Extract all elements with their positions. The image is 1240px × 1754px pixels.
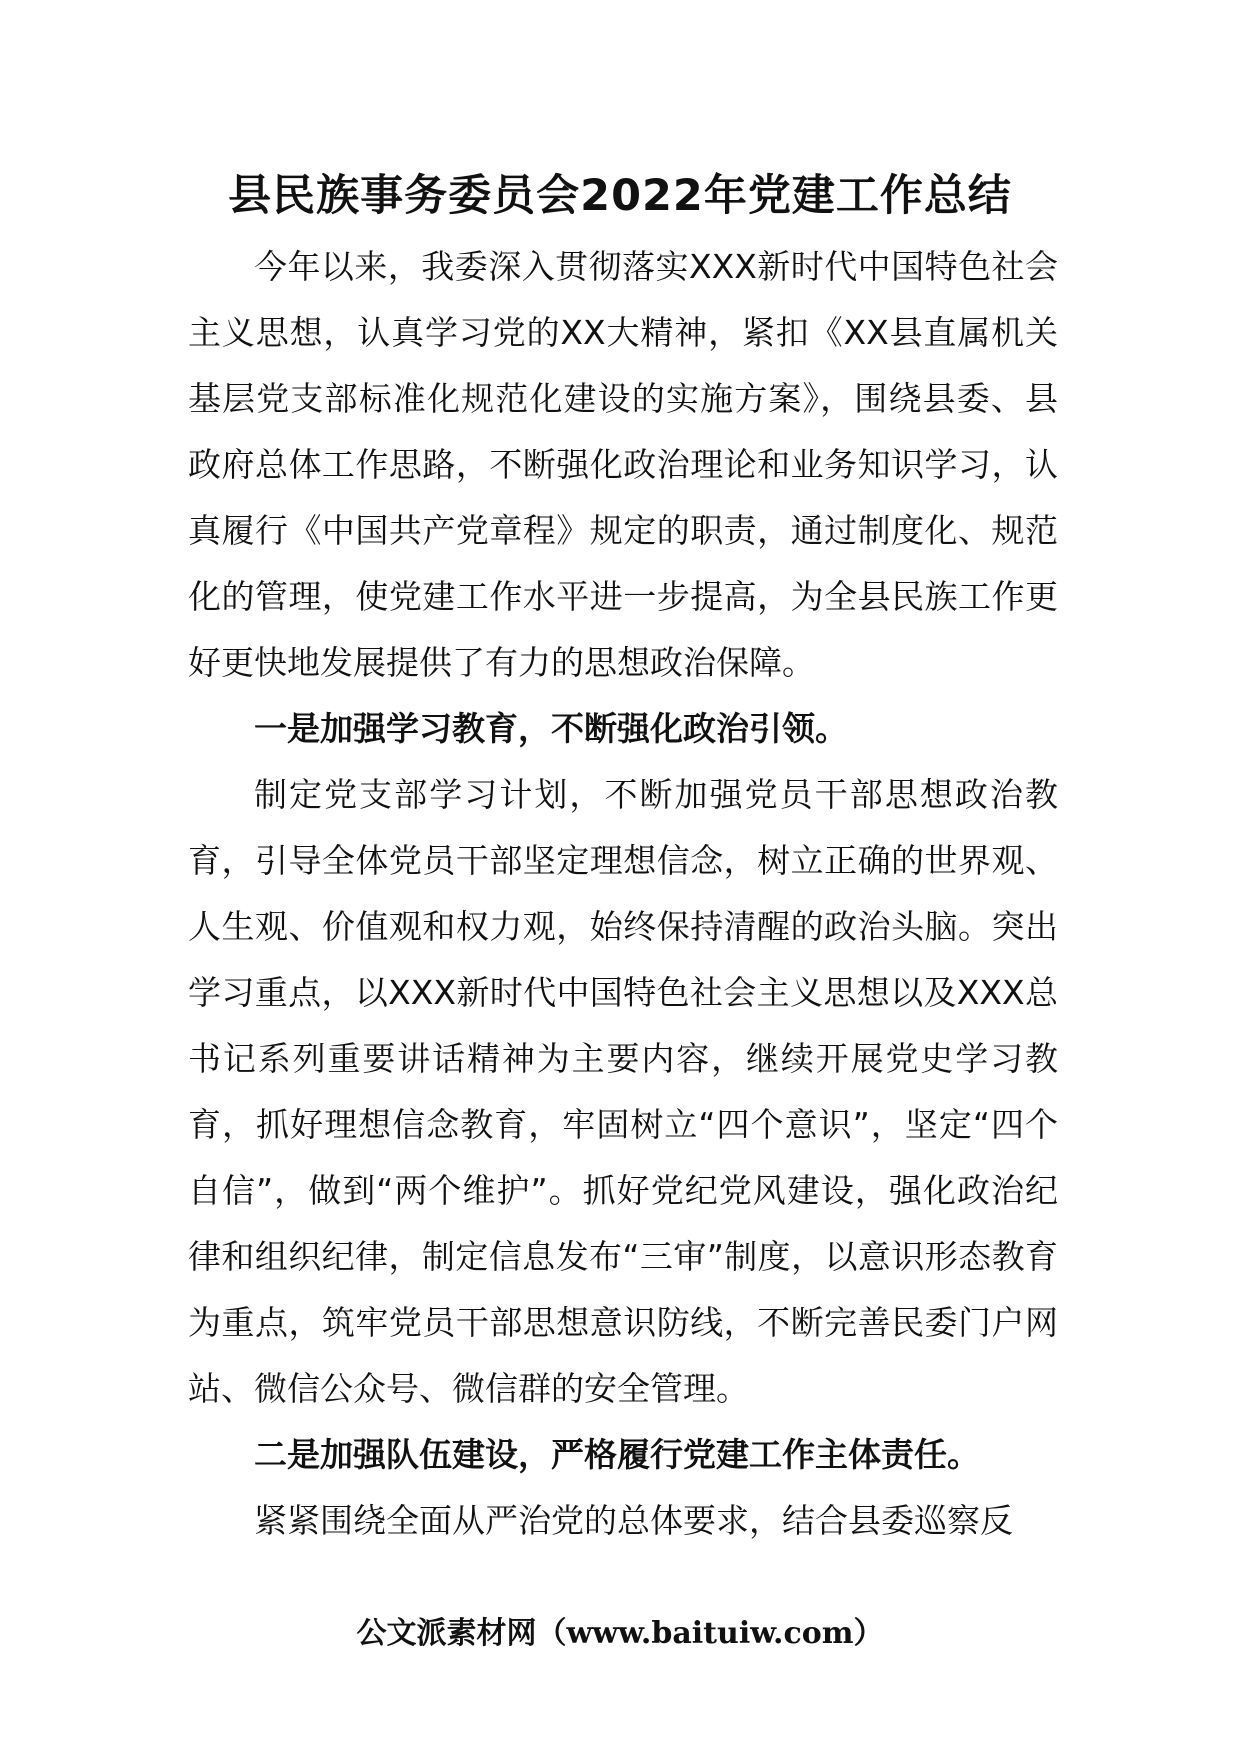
intro-paragraph: 今年以来，我委深入贯彻落实XXX新时代中国特色社会主义思想，认真学习党的XX大精神，紧扣《XX县直属机关基层党支部标准化规范化建设的实施方案》，围绕县委、县政府总体工作思路，不断强化政治理论和业务知识学习，认真履行《中国共产党章程》规定的职责，通过制度化、规范化的管理，使党建工作水平进一步提高，为全县民族工作更好更快地发展提供了有力的思想政治保障。 (188, 247, 1058, 682)
document-title: 县民族事务委员会2022年党建工作总结 (228, 171, 1012, 221)
section-1-paragraph: 制定党支部学习计划，不断加强党员干部思想政治教育，引导全体党员干部坚定理想信念，树立正确的世界观、人生观、价值观和权力观，始终保持清醒的政治头脑。突出学习重点，以XXX新时代中国特色社会主义思想以及XXX总书记系列重要讲话精神为主要内容，继续开展党史学习教育，抓好理想信念教育，牢固树立“四个意识”，坚定“四个自信”，做到“两个维护”。抓好党纪党风建设，强化政治纪律和组织纪律，制定信息发布“三审”制度，以意识形态教育为重点，筑牢党员干部思想意识防线，不断完善民委门户网站、微信公众号、微信群的安全管理。 (188, 775, 1058, 1408)
section-heading-2: 二是加强队伍建设，严格履行党建工作主体责任。 (254, 1435, 980, 1474)
footer-watermark: 公文派素材网（www.baituiw.com） (356, 1616, 884, 1651)
section-2-paragraph: 紧紧围绕全面从严治党的总体要求，结合县委巡察反 (254, 1501, 1013, 1540)
document-body (188, 234, 1058, 1554)
section-heading-1: 一是加强学习教育，不断强化政治引领。 (254, 709, 848, 748)
